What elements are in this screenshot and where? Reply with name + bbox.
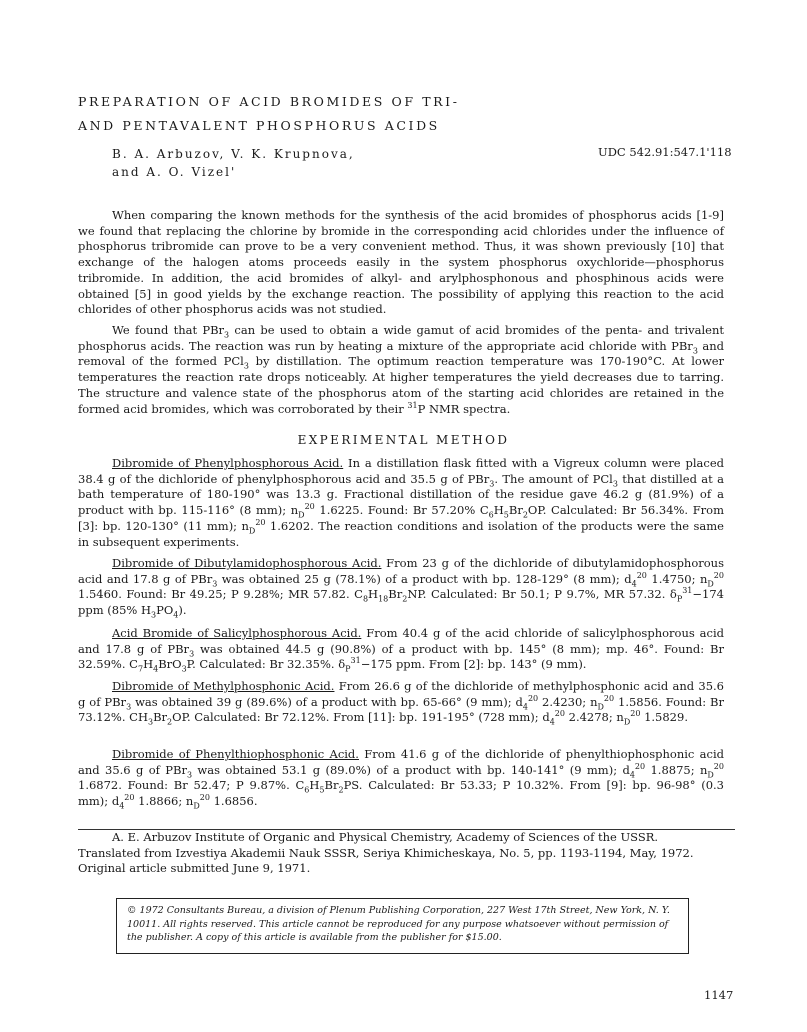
title-line-1: PREPARATION OF ACID BROMIDES OF TRI- bbox=[78, 94, 460, 109]
authors-line-2: and A. O. Vizel' bbox=[112, 165, 237, 179]
experiment-2-heading: Dibromide of Dibutylamidophosphorous Acid. bbox=[112, 556, 382, 570]
experiment-paragraph-3: Acid Bromide of Salicylphosphorous Acid. From 40.4 g of the acid chloride of salicylphosphorous acid and 17.8 g of PBr$_3$ was obtained 44.5 g (90.8%) of a product with bp. 145° (8 mm); mp. 46°. Found: Br 32.59%. $C_7H_4BrO_3P$. Calculated: Br 32.35%. $\delta_P^{31}-175$ ppm. From [2]: bp. 143° (9 mm). bbox=[78, 626, 724, 674]
affiliation-line-3: Original article submitted June 9, 1971. bbox=[78, 861, 311, 875]
authors-line-1: B. A. Arbuzov, V. K. Krupnova, bbox=[112, 147, 355, 161]
experiment-paragraph-5: Dibromide of Phenylthiophosphonic Acid. From 41.6 g of the dichloride of phenylthiophosphonic acid and 35.6 g of PBr$_3$ was obtained 53.1 g (89.0%) of a product with bp. 140-141° (9 mm); $d_4^{20}$ 1.8875; $n_D^{20}$ 1.6872. Found: Br 52.47; P 9.87%. $C_6H_5Br_2PS$. Calculated: Br 53.33; P 10.32%. From [9]: bp. 96-98° (0.3 mm); $d_4^{20}$ 1.8866; $n_D^{20}$ 1.6856. bbox=[78, 747, 724, 811]
affiliation-line-1: A. E. Arbuzov Institute of Organic and Physical Chemistry, Academy of Sciences of the USSR. bbox=[112, 830, 659, 844]
experiment-4-heading: Dibromide of Methylphosphonic Acid. bbox=[112, 679, 335, 693]
intro-paragraph-2: We found that PBr$_3$ can be used to obtain a wide gamut of acid bromides of the penta- and trivalent phosphorus acids. The reaction was run by heating a mixture of the appropriate acid chloride with PBr$_3$ and removal of the formed PCl$_3$ by distillation. The optimum reaction temperature was 170-190°C. At lower temperatures the reaction rate drops noticeably. At higher temperatures the yield decreases due to tarring. The structure and valence state of the phosphorus atom of the starting acid chlorides are retained in the formed acid bromides, which was corroborated by their $^{31}$P NMR spectra. bbox=[78, 323, 725, 416]
author-list bbox=[112, 145, 472, 181]
intro-paragraph-1: When comparing the known methods for the synthesis of the acid bromides of phosphorus acids [1-9] we found that replacing the chlorine by bromide in the corresponding acid chlorides under the influence of phosphorus tribromide can prove to be a very convenient method. Thus, it was shown previously [10] that exchange of the halogen atoms proceeds easily in the system phosphorus oxychloride—phosphorus tribromide. In addition, the acid bromides of alkyl- and arylphosphonous and phosphinous acids were obtained [5] in good yields by the exchange reaction. The possibility of applying this reaction to the acid chlorides of other phosphorus acids was not studied. bbox=[78, 208, 724, 317]
experiment-1-heading: Dibromide of Phenylphosphorous Acid. bbox=[112, 456, 344, 470]
experiment-3-heading: Acid Bromide of Salicylphosphorous Acid. bbox=[112, 626, 362, 640]
experiment-paragraph-2: Dibromide of Dibutylamidophosphorous Acid. From 23 g of the dichloride of dibutylamidophosphorous acid and 17.8 g of PBr$_3$ was obtained 25 g (78.1%) of a product with bp. 128-129° (8 mm); $d_4^{20}$ 1.4750; $n_D^{20}$ 1.5460. Found: Br 49.25; P 9.28%; MR 57.82. $C_8H_{18}Br_2NP$. Calculated: Br 50.1; P 9.7%, MR 57.32. $\delta_P^{31}-174$ ppm (85% $H_3PO_4$). bbox=[78, 556, 724, 620]
experiment-5-heading: Dibromide of Phenylthiophosphonic Acid. bbox=[112, 747, 359, 761]
page-number: 1147 bbox=[704, 988, 734, 1002]
experiment-paragraph-1: Dibromide of Phenylphosphorous Acid. In a distillation flask fitted with a Vigreux column were placed 38.4 g of the dichloride of phenylphosphorous acid and 35.5 g of PBr$_3$. The amount of PCl$_3$ that distilled at a bath temperature of 180-190° was 13.3 g. Fractional distillation of the residue gave 46.2 g (81.9%) of a product with bp. 115-116° (8 mm); $n_D^{20}$ 1.6225. Found: Br 57.20% $C_6H_5Br_2OP$. Calculated: Br 56.34%. From [3]: bp. 120-130° (11 mm); $n_D^{20}$ 1.6202. The reaction conditions and isolation of the products were the same in subsequent experiments. bbox=[78, 456, 725, 549]
affiliation-line-2: Translated from Izvestiya Akademii Nauk SSSR, Seriya Khimicheskaya, No. 5, pp. 1193-1194, May, 1972. bbox=[78, 845, 694, 860]
affiliation-block bbox=[78, 830, 738, 877]
experiment-paragraph-4: Dibromide of Methylphosphonic Acid. From 26.6 g of the dichloride of methylphosphonic acid and 35.6 g of PBr$_3$ was obtained 39 g (89.6%) of a product with bp. 65-66° (9 mm); $d_4^{20}$ 2.4230; $n_D^{20}$ 1.5856. Found: Br 73.12%. $CH_3Br_2OP$. Calculated: Br 72.12%. From [11]: bp. 191-195° (728 mm); $d_4^{20}$ 2.4278; $n_D^{20}$ 1.5829. bbox=[78, 679, 724, 727]
title-line-2: AND PENTAVALENT PHOSPHORUS ACIDS bbox=[78, 118, 440, 133]
udc-code: UDC 542.91:547.1'118 bbox=[598, 145, 732, 159]
section-heading: EXPERIMENTAL METHOD bbox=[297, 433, 510, 447]
copyright-notice: © 1972 Consultants Bureau, a division of Plenum Publishing Corporation, 227 West 17th Street, New York, N. Y. 10011. All rights reserved. This article cannot be reproduced for any purpose whatsoever without permission of the publisher. A copy of this article is available from the publisher for $15.00. bbox=[116, 898, 689, 954]
